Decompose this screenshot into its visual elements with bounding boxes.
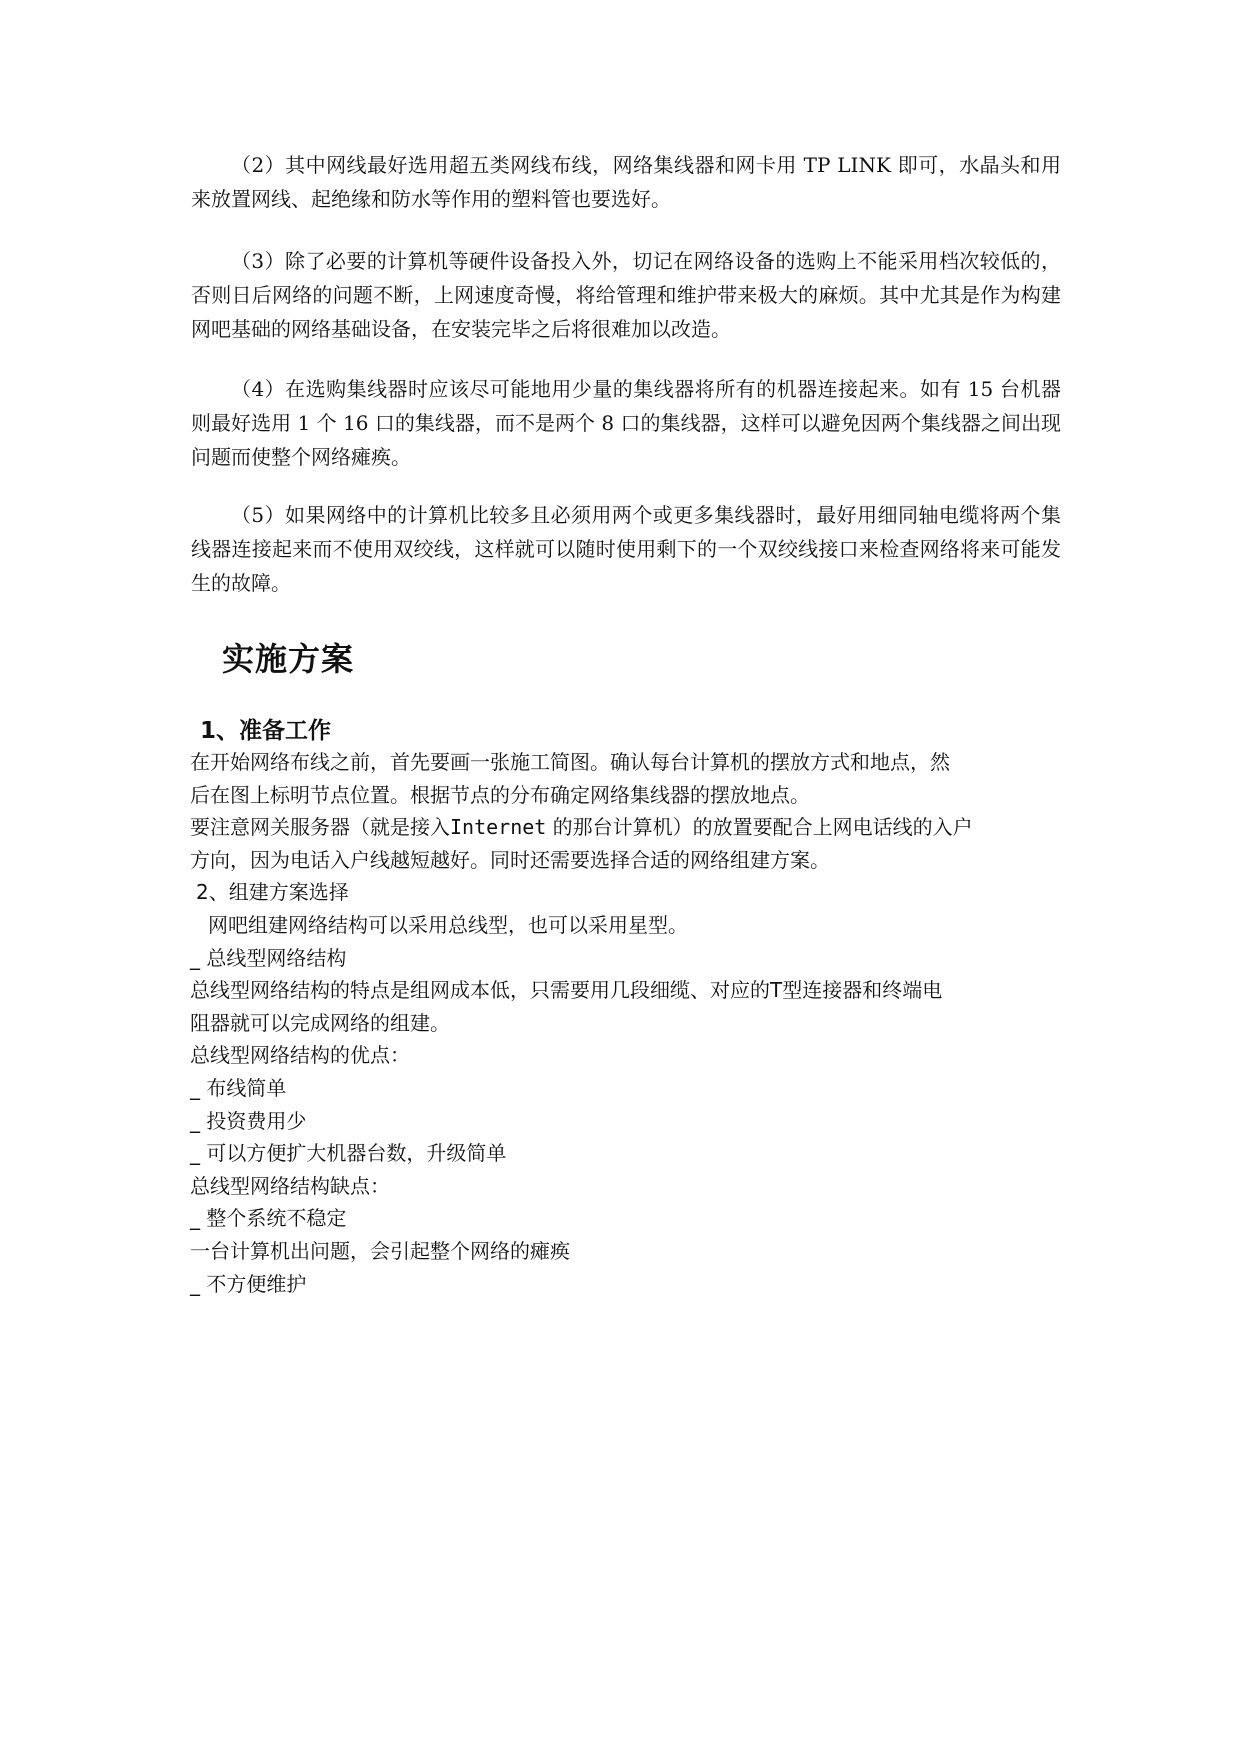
text-line: 后在图上标明节点位置。根据节点的分布确定网络集线器的摆放地点。 [190, 782, 810, 807]
list-item: _ 整个系统不稳定 [190, 1206, 347, 1231]
list-item: _ 投资费用少 [190, 1108, 307, 1133]
text-line: 阻器就可以完成网络的组建。 [190, 1010, 450, 1035]
text-segment: Internet [450, 815, 547, 840]
list-item: _ 不方便维护 [190, 1271, 307, 1296]
paragraph-4: （4）在选购集线器时应该尽可能地用少量的集线器将所有的机器连接起来。如有 15 台机器则最好选用 1 个 16 口的集线器，而不是两个 8 口的集线器，这样可以避免因两个集线器之间出现问题而使整个网络瘫痪。 [191, 377, 1061, 469]
section-1-title: 1、准备工作 [200, 718, 332, 744]
subsection-title: 2、组建方案选择 [196, 880, 349, 905]
text-line: 方向，因为电话入户线越短越好。同时还需要选择合适的网络组建方案。 [190, 847, 830, 872]
text-line: 网吧组建网络结构可以采用总线型，也可以采用星型。 [208, 912, 688, 937]
list-item: _ 可以方便扩大机器台数，升级简单 [190, 1141, 507, 1166]
list-item: _ 总线型网络结构 [190, 945, 347, 970]
text-line: 总线型网络结构的优点： [190, 1043, 410, 1068]
text-line [190, 811, 1090, 844]
paragraph-3: （3）除了必要的计算机等硬件设备投入外，切记在网络设备的选购上不能采用档次较低的，否则日后网络的问题不断，上网速度奇慢，将给管理和维护带来极大的麻烦。其中尤其是作为构建网吧基础的网络基础设备，在安装完毕之后将很难加以改造。 [191, 249, 1061, 341]
list-item: _ 布线简单 [190, 1075, 287, 1100]
text-line: 总线型网络结构的特点是组网成本低，只需要用几段细缆、对应的T型连接器和终端电 [190, 978, 943, 1003]
paragraph-5: （5）如果网络中的计算机比较多且必须用两个或更多集线器时，最好用细同轴电缆将两个集线器连接起来而不使用双绞线，这样就可以随时使用剩下的一个双绞线接口来检查网络将来可能发生的故障。 [191, 503, 1061, 595]
paragraph-2: （2）其中网线最好选用超五类网线布线，网络集线器和网卡用 TP LINK 即可，水晶头和用来放置网线、起绝缘和防水等作用的塑料管也要选好。 [191, 153, 1061, 211]
section-heading: 实施方案 [222, 640, 355, 678]
plan-text-block [190, 746, 1090, 1300]
text-line: 一台计算机出问题，会引起整个网络的瘫痪 [190, 1238, 570, 1263]
text-segment: 要注意网关服务器（就是接入 [190, 815, 450, 840]
text-line: 总线型网络结构缺点： [190, 1173, 390, 1198]
text-segment: 的那台计算机）的放置要配合上网电话线的入户 [546, 815, 973, 840]
text-line: 在开始网络布线之前，首先要画一张施工简图。确认每台计算机的摆放方式和地点，然 [190, 750, 950, 774]
